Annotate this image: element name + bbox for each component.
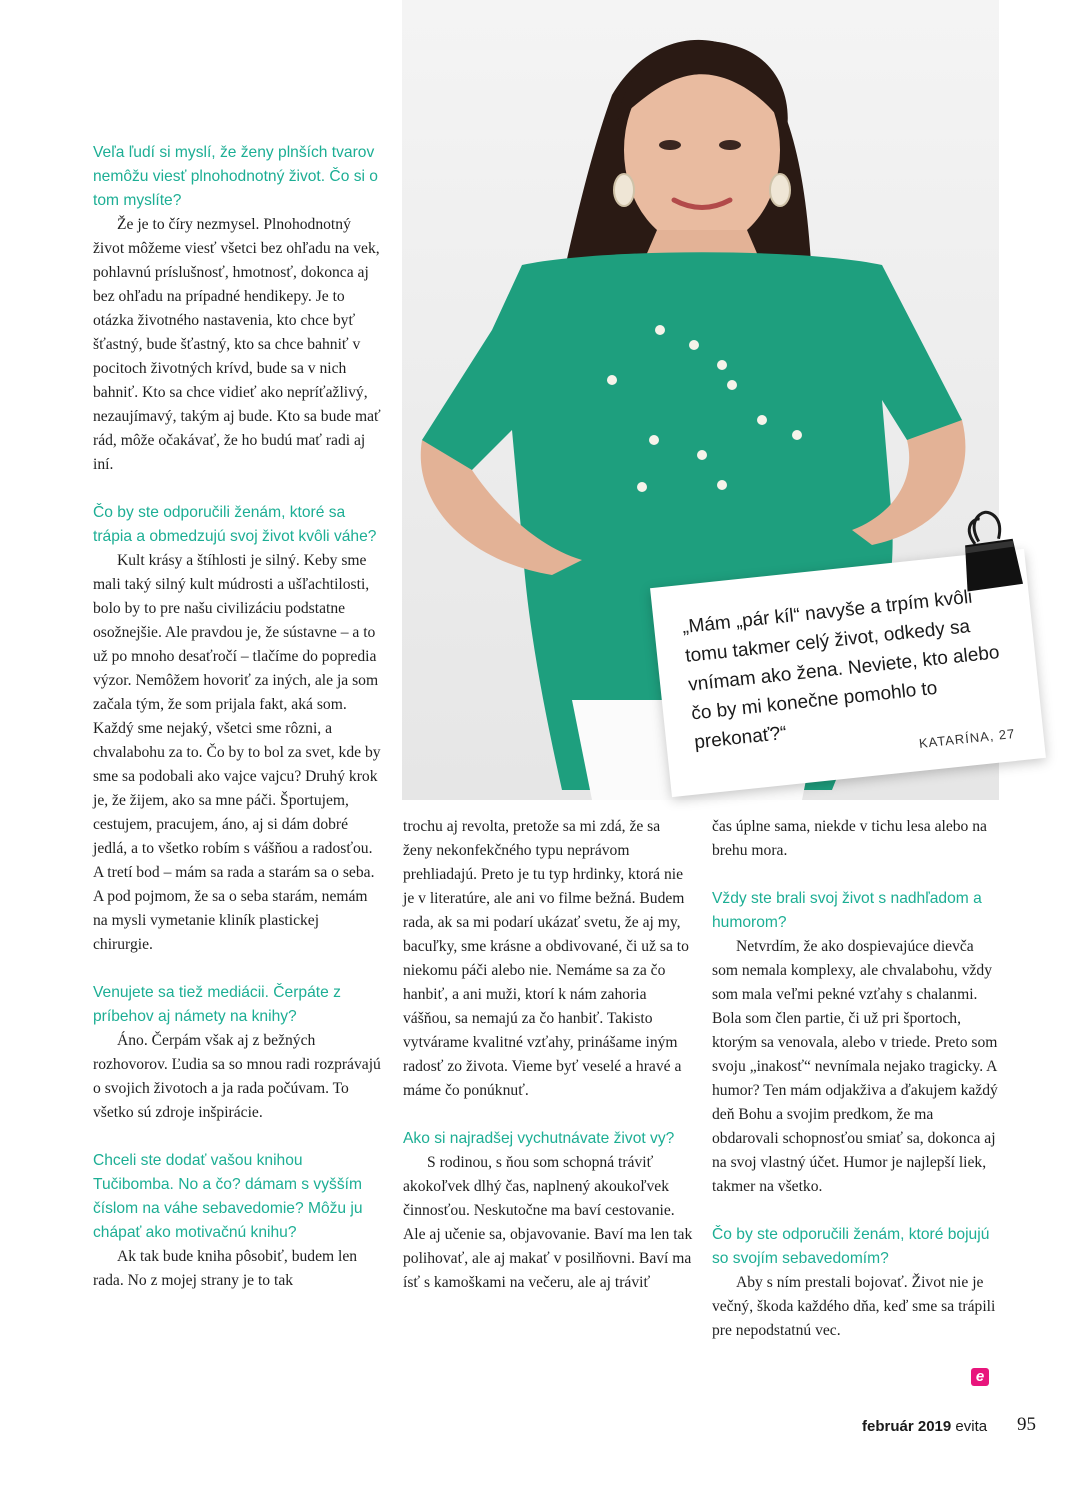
answer-paragraph: S rodinou, s ňou som schopná tráviť akokoľvek dlhý čas, naplnený akoukoľvek činnosťou. Neskutočne ma baví cestovanie. Ale aj učenie sa, objavovanie. Baví ma len tak polihovať, ale aj makať v posilňovni. Baví ma ísť s kamoškami na večeru, ale aj tráviť (403, 1154, 693, 1291)
question-heading: Venujete sa tiež mediácii. Čerpáte z príbehov aj námety na knihy? (93, 984, 341, 1025)
answer-paragraph: Aby s ním prestali bojovať. Život nie je večný, škoda každého dňa, keď sme sa trápili pre nepodstatnú vec. (712, 1274, 996, 1339)
binder-clip-icon (953, 506, 1028, 594)
text-column-2 (403, 815, 693, 1319)
magazine-name: evita (955, 1418, 988, 1435)
question-heading: Čo by ste odporučili ženám, ktoré sa trápia a obmedzujú svoj život kvôli váhe? (93, 504, 377, 545)
answer-paragraph: Netvrdím, že ako dospievajúce dievča som nemala komplexy, ale chvalabohu, vždy som mala veľmi pekné vzťahy s chalanmi. Bola som člen partie, či už pri športoch, ktorým sa venovala, alebo v triede. Preto som svoju „inakosť“ nevnímala nejako tragicky. A humor? Ten mám odjakživa a ďakujem každý deň Bohu a svojim predkom, že ma obdarovali schopnosťou smiať sa, dokonca aj na svoj vlastný účet. Humor je najlepší liek, takmer na všetko. (712, 938, 998, 1195)
question-heading: Čo by ste odporučili ženám, ktoré bojujú so svojím sebavedomím? (712, 1226, 990, 1267)
answer-paragraph: Kult krásy a štíhlosti je silný. Keby sme mali taký silný kult múdrosti a ušľachtilosti, bolo by to pre našu civilizáciu podstatne osožnejšie. Ale pravdou je, že sústavne – a to už po mnoho desaťročí – tlačíme do popredia výzor. Nemôžem hovoriť za iných, ale ja som začala tým, že som prijala fakt, aká som. Každý sme nejaký, všetci sme rôzni, a chvalabohu za to. Čo by to bol za svet, kde by sme sa podobali ako vajce vajcu? Druhý krok je, že žijem, ako sa mne páči. Športujem, cestujem, pracujem, áno, aj si dám dobré jedlá, a to všetko robím s vášňou a radosťou. A tretí bod – mám sa rada a starám sa o seba. A pod pojmom, že sa o seba starám, nemám na mysli vymetanie kliník plastickej chirurgie. (93, 552, 381, 953)
question-heading: Veľa ľudí si myslí, že ženy plnších tvarov nemôžu viesť plnohodnotný život. Čo si o tom myslíte? (93, 144, 378, 209)
answer-paragraph: čas úplne sama, niekde v tichu lesa alebo na brehu mora. (712, 818, 987, 859)
question-heading: Vždy ste brali svoj život s nadhľadom a humorom? (712, 890, 982, 931)
evita-end-mark-icon: e (971, 1368, 989, 1386)
text-column-3 (712, 815, 1002, 1367)
issue-date: február 2019 (862, 1418, 952, 1435)
reader-quote-text: „Mám „pár kíl“ navyše a trpím kvôli tomu takmer celý život, odkedy sa vnímam ako žena. Neviete, kto alebo čo by mi konečne pomohlo to prekonať?“ (681, 586, 1001, 754)
answer-paragraph: Áno. Čerpám však aj z bežných rozhovorov. Ľudia sa so mnou radi rozprávajú o svojich životoch a ja rada počúvam. To všetko sú zdroje inšpirácie. (93, 1032, 381, 1121)
question-heading: Chceli ste dodať vašou knihou Tučibomba. No a čo? dámam s vyšším číslom na váhe sebavedomie? Môžu ju chápať ako motivačnú knihu? (93, 1152, 363, 1241)
question-heading: Ako si najradšej vychutnávate život vy? (403, 1130, 675, 1147)
answer-paragraph: Ak tak bude kniha pôsobiť, budem len rada. No z mojej strany je to tak (93, 1248, 358, 1289)
page-footer (862, 1418, 987, 1435)
text-column-1 (93, 141, 381, 1317)
reader-signature: KATARÍNA, 27 (918, 725, 1017, 751)
page-number: 95 (1017, 1414, 1036, 1435)
answer-paragraph: trochu aj revolta, pretože sa mi zdá, že sa ženy nekonfekčného typu neprávom prehliadajú. Preto je tu typ hrdinky, ktorá nie je v literatúre, ale ani vo filme bežná. Budem rada, ak sa mi podarí ukázať svetu, že aj my, bacuľky, sme krásne a obdivované, či už sa to niekomu páči alebo nie. Nemáme sa za čo hanbiť, a ani muži, ktorí k nám zahoria vášňou, sa nemajú za čo hanbiť. Takisto vytvárame kvalitné vzťahy, prinášame iným radosť zo života. Vieme byť veselé a hravé a máme čo ponúknuť. (403, 818, 689, 1099)
answer-paragraph: Že je to číry nezmysel. Plnohodnotný život môžeme viesť všetci bez ohľadu na vek, pohlavnú príslušnosť, hmotnosť, dokonca aj bez ohľadu na prípadné hendikepy. Je to otázka životného nastavenia, kto chce byť šťastný, bude šťastný, kto sa chce bahniť v pocitoch životných krívd, bude sa v nich bahniť. Kto sa chce vidieť ako nepríťažlivý, nezaujímavý, takým aj bude. Kto sa bude mať rád, môže očakávať, že ho budú mať radi aj iní. (93, 216, 381, 473)
